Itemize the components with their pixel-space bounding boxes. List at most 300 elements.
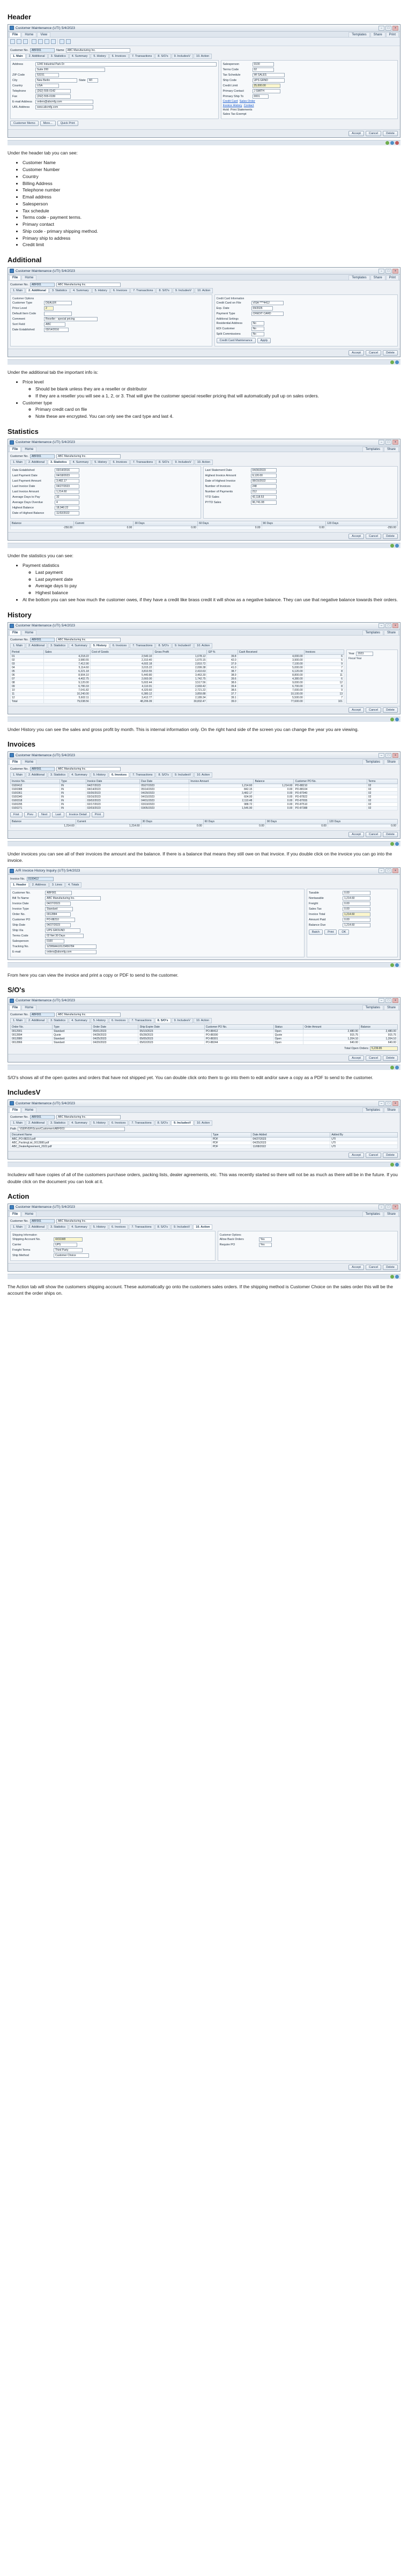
tab-summary[interactable]: 4. Summary	[69, 1120, 90, 1126]
tab-additional[interactable]: 2. Additional	[26, 1224, 47, 1230]
tab-additional[interactable]: 2. Additional	[26, 54, 48, 59]
cell[interactable]: ABC_PO-88210.pdf	[11, 1138, 212, 1141]
tab-invoices[interactable]: 6. Invoices	[109, 772, 129, 778]
customer-no-input[interactable]: ABF001	[30, 1115, 55, 1119]
accept-button[interactable]: Accept	[348, 832, 364, 837]
close-button[interactable]: ×	[392, 623, 398, 628]
maximize-button[interactable]: □	[385, 1101, 391, 1106]
price-level-input[interactable]: 2	[44, 306, 54, 311]
maximize-button[interactable]: □	[385, 623, 391, 628]
tab-sos[interactable]: 8. S/O's	[156, 460, 172, 465]
more-button[interactable]: More...	[40, 121, 56, 126]
tab-invoice-lines[interactable]: 3. Lines	[49, 882, 65, 888]
minimize-button[interactable]: –	[379, 269, 384, 274]
ribbon-tab-home[interactable]: Home	[21, 1108, 36, 1112]
ribbon-tab-file[interactable]: File	[9, 1108, 21, 1112]
cancel-button[interactable]: Cancel	[366, 1056, 381, 1061]
print-button[interactable]: Print	[324, 929, 337, 935]
ok-button[interactable]: OK	[338, 929, 349, 935]
accept-button[interactable]: Accept	[348, 1056, 364, 1061]
search-icon[interactable]	[60, 39, 64, 44]
cell: 02	[367, 788, 397, 792]
tab-includesv[interactable]: 9. IncludesV	[171, 1224, 192, 1230]
cell[interactable]: 0100318	[11, 799, 60, 803]
customer-no-input[interactable]: ABF001	[30, 767, 55, 771]
close-button[interactable]: ×	[392, 753, 398, 758]
tab-action[interactable]: 10. Action	[194, 1120, 212, 1126]
ribbon-tab-templates[interactable]: Templates	[362, 759, 383, 764]
customer-memo-button[interactable]: Customer Memo	[10, 121, 39, 126]
last-button[interactable]: Last	[52, 812, 64, 817]
stat-value-6: 4	[55, 500, 79, 505]
cell[interactable]: 0100361	[11, 792, 60, 795]
customer-name-input[interactable]: ABC Manufacturing Inc.	[56, 1115, 121, 1119]
salesperson-input[interactable]: 0100	[253, 62, 274, 67]
ribbon-tab-share[interactable]: Share	[384, 630, 399, 635]
ship-code-input[interactable]: UPS GRND	[253, 78, 285, 83]
minimize-button[interactable]: –	[379, 868, 384, 873]
ribbon-tab-share[interactable]: Share	[370, 275, 385, 280]
first-button[interactable]: First	[10, 812, 23, 817]
zip-input[interactable]: 53151	[35, 73, 59, 77]
documents-table[interactable]	[10, 1132, 398, 1149]
cell[interactable]: 0100340	[11, 795, 60, 799]
invoice-detail-button[interactable]: Invoice Detail	[66, 812, 90, 817]
customer-no-input[interactable]: ABF001	[30, 1219, 55, 1223]
link-invoice-history[interactable]: Invoice History	[222, 104, 242, 107]
credit-card-maintenance-button[interactable]: Credit Card Maintenance	[217, 338, 256, 343]
new-icon[interactable]	[10, 39, 15, 44]
cell[interactable]: 0012901	[11, 1029, 53, 1033]
tab-main[interactable]: 1. Main	[10, 54, 26, 59]
tab-sos[interactable]: 8. S/O's	[155, 643, 171, 648]
tab-invoice-totals[interactable]: 4. Totals	[65, 882, 81, 888]
tab-sos[interactable]: 8. S/O's	[155, 1224, 170, 1230]
close-button[interactable]: ×	[392, 26, 398, 31]
customer-name-input[interactable]: ABC Manufacturing Inc.	[66, 48, 130, 53]
minimize-button[interactable]: –	[379, 440, 384, 445]
tab-transactions[interactable]: 7. Transactions	[130, 460, 155, 465]
cell[interactable]: 0100295	[11, 803, 60, 807]
cc-on-file-input[interactable]: VISA ****4412	[251, 301, 284, 305]
cell: 4,380.00	[238, 677, 304, 681]
tab-summary[interactable]: 4. Summary	[69, 643, 90, 648]
delete-button[interactable]: Delete	[383, 707, 398, 713]
ribbon-tab-share[interactable]: Share	[370, 32, 385, 37]
delete-button[interactable]: Delete	[383, 131, 398, 136]
accept-button[interactable]: Accept	[348, 707, 364, 713]
ribbon-tab-templates[interactable]: Templates	[362, 1108, 383, 1112]
state-input[interactable]: WI	[87, 78, 98, 83]
cell[interactable]: 0100412	[11, 784, 60, 788]
tab-action[interactable]: 10. Action	[194, 772, 212, 778]
apply-button[interactable]: Apply	[257, 338, 271, 343]
customer-no-input[interactable]: ABF001	[30, 1013, 55, 1017]
invoice-no-input[interactable]: 0100412	[27, 877, 54, 881]
customer-no-row	[10, 48, 398, 53]
checkbox-hold[interactable]: Hold	[222, 108, 229, 112]
cell[interactable]: 0100271	[11, 807, 60, 810]
ribbon-tab-view[interactable]: View	[37, 32, 50, 37]
ribbon-tab-print[interactable]: Print	[386, 275, 399, 280]
maximize-button[interactable]: □	[385, 440, 391, 445]
ribbon-tab-home[interactable]: Home	[21, 1005, 36, 1010]
maximize-button[interactable]: □	[385, 1205, 391, 1209]
cell: PDF	[211, 1145, 251, 1149]
tab-sos[interactable]: 8. S/O's	[156, 288, 172, 293]
cell: 9	[304, 688, 344, 692]
sort-field-input[interactable]: ABC	[44, 322, 65, 327]
ribbon-tab-file[interactable]: File	[9, 447, 21, 452]
tab-statistics[interactable]: 3. Statistics	[48, 1018, 68, 1023]
close-button[interactable]: ×	[392, 1205, 398, 1209]
tab-history[interactable]: 5. History	[91, 54, 108, 59]
tax-schedule-input[interactable]: WI SALES	[253, 73, 285, 77]
customer-name-input[interactable]: ABC Manufacturing Inc.	[56, 638, 121, 642]
tab-includesv[interactable]: 9. IncludesV	[172, 460, 194, 465]
tab-main[interactable]: 1. Main	[10, 1018, 25, 1023]
delete-button[interactable]: Delete	[383, 1056, 398, 1061]
tab-sos[interactable]: 8. S/O's	[155, 772, 171, 778]
cell[interactable]: 0100388	[11, 788, 60, 792]
close-button[interactable]: ×	[392, 440, 398, 445]
quick-print-button[interactable]: Quick Print	[57, 121, 78, 126]
tab-additional[interactable]: 2. Additional	[26, 1120, 47, 1126]
edi-input[interactable]: No	[251, 327, 264, 331]
tab-transactions[interactable]: 7. Transactions	[129, 1224, 154, 1230]
customer-name-input[interactable]: ABC Manufacturing Inc.	[56, 1013, 121, 1017]
cell: 11	[11, 692, 44, 696]
tab-additional[interactable]: 2. Additional	[26, 1018, 47, 1023]
customer-no-input[interactable]: ABF001	[30, 454, 55, 459]
delete-button[interactable]: Delete	[383, 350, 398, 356]
close-button[interactable]: ×	[392, 269, 398, 274]
fax-input[interactable]: (262) 555-0199	[35, 94, 71, 99]
tab-sos[interactable]: 8. S/O's	[155, 1018, 171, 1023]
cell: 4,320.60	[90, 688, 153, 692]
cancel-button[interactable]: Cancel	[366, 832, 381, 837]
tab-summary[interactable]: 4. Summary	[69, 54, 91, 59]
payment-type-input[interactable]: CREDIT CARD	[251, 312, 284, 316]
tab-action[interactable]: 10. Action	[194, 1018, 212, 1023]
primary-contact-input[interactable]: J SMITH	[253, 89, 280, 93]
tab-invoices[interactable]: 6. Invoices	[110, 460, 129, 465]
tab-history[interactable]: 5. History	[92, 460, 109, 465]
prev-icon[interactable]	[38, 39, 43, 44]
tab-statistics[interactable]: 3. Statistics	[48, 643, 68, 648]
path-input[interactable]: \\SERVER\Scans\Customers\ABF001\	[18, 1127, 125, 1131]
default-item-input[interactable]	[44, 312, 72, 316]
customer-name-input[interactable]: ABC Manufacturing Inc.	[56, 767, 121, 771]
ribbon-tab-home[interactable]: Home	[21, 275, 36, 280]
stat-label-0: Date Established	[12, 468, 35, 472]
customer-type-input[interactable]: DEALER	[44, 301, 72, 305]
ship-method-input[interactable]: Customer Choice	[54, 1253, 89, 1258]
sales-orders-table[interactable]	[10, 1024, 398, 1045]
close-button[interactable]: ×	[392, 1101, 398, 1106]
ribbon-tab-share[interactable]: Share	[384, 447, 399, 452]
ribbon-tab-file[interactable]: File	[9, 1212, 21, 1216]
comment-input[interactable]: Reseller - special pricing	[44, 317, 98, 321]
tab-summary[interactable]: 4. Summary	[69, 772, 90, 778]
cell[interactable]: ABC_PackingList_0012880.pdf	[11, 1141, 212, 1145]
ribbon-tab-file[interactable]: File	[9, 32, 21, 37]
tab-additional[interactable]: 2. Additional	[26, 288, 49, 293]
cancel-button[interactable]: Cancel	[366, 131, 381, 136]
address-label-0: Address	[12, 63, 24, 66]
ribbon-tab-templates[interactable]: Templates	[362, 447, 383, 452]
email-input[interactable]: orders@abcmfg.com	[35, 100, 93, 104]
delete-icon[interactable]	[23, 39, 28, 44]
address-input-1[interactable]: Suite 200	[35, 68, 105, 72]
tab-includesv[interactable]: 9. IncludesV	[171, 1120, 194, 1126]
invoice-buttons-row	[309, 929, 396, 935]
cell[interactable]: ABC_DealerAgreement_2022.pdf	[11, 1145, 212, 1149]
first-icon[interactable]	[32, 39, 36, 44]
ribbon-tab-share[interactable]: Share	[384, 1005, 399, 1010]
tab-history[interactable]: 5. History	[91, 1018, 108, 1023]
print-icon[interactable]	[66, 39, 71, 44]
split-commissions-input[interactable]: No	[251, 332, 264, 336]
ribbon-tab-file[interactable]: File	[9, 275, 21, 280]
tab-history[interactable]: 5. History	[92, 288, 110, 293]
tab-statistics[interactable]: 3. Statistics	[48, 1120, 68, 1126]
cell[interactable]: 0012894	[11, 1033, 53, 1037]
delete-button[interactable]: Delete	[383, 832, 398, 837]
cancel-button[interactable]: Cancel	[366, 707, 381, 713]
cancel-button[interactable]: Cancel	[366, 1265, 381, 1270]
tab-statistics[interactable]: 3. Statistics	[49, 288, 70, 293]
ribbon-tab-home[interactable]: Home	[21, 32, 36, 37]
cell[interactable]: 0012880	[11, 1037, 53, 1040]
country-input[interactable]: USA	[35, 84, 59, 88]
status-dot-blue	[395, 1163, 399, 1167]
tab-invoices[interactable]: 6. Invoices	[110, 643, 129, 648]
save-icon[interactable]	[17, 39, 21, 44]
tab-statistics[interactable]: 3. Statistics	[48, 772, 68, 778]
ribbon-tab-home[interactable]: Home	[21, 630, 36, 635]
tab-summary[interactable]: 4. Summary	[69, 1018, 90, 1023]
invt-value-2: 0.00	[343, 902, 370, 906]
table-row	[11, 807, 398, 810]
customer-no-input[interactable]: ABF001	[30, 638, 55, 642]
ribbon-tab-templates[interactable]: Templates	[362, 630, 383, 635]
link-credit-card[interactable]: Credit Card	[222, 100, 238, 103]
delete-button[interactable]: Delete	[383, 1153, 398, 1158]
table-row	[11, 669, 344, 673]
tab-transactions[interactable]: 7. Transactions	[130, 772, 155, 778]
link-contact[interactable]: Contact	[243, 104, 254, 107]
ribbon-tab-templates[interactable]: Templates	[348, 32, 369, 37]
tab-main[interactable]: 1. Main	[10, 1120, 25, 1126]
tab-main[interactable]: 1. Main	[10, 288, 25, 293]
list-item: ◦ Note these are encrypted. You can only see the card type and last 4.	[35, 413, 400, 420]
ribbon-tab-share[interactable]: Share	[384, 759, 399, 764]
terms-code-input[interactable]: 02	[253, 68, 274, 72]
date-established-input[interactable]: 03/14/2016	[44, 328, 69, 332]
credit-limit-input[interactable]: 25,000.00	[253, 84, 280, 88]
cancel-button[interactable]: Cancel	[366, 1153, 381, 1158]
tab-additional[interactable]: 2. Additional	[26, 643, 47, 648]
checkbox-tax-exempt[interactable]: Sales Tax Exempt	[222, 113, 247, 116]
next-button[interactable]: Next	[38, 812, 50, 817]
tab-history[interactable]: 5. History	[91, 643, 109, 648]
minimize-button[interactable]: –	[379, 753, 384, 758]
tab-action[interactable]: 10. Action	[195, 288, 213, 293]
minimize-button[interactable]: –	[379, 623, 384, 628]
carrier-input[interactable]: UPS	[54, 1243, 77, 1247]
address-input-0[interactable]: 1240 Industrial Park Dr	[35, 62, 217, 67]
primary-shipto-input[interactable]: 0001	[253, 94, 269, 99]
ribbon-tab-templates[interactable]: Templates	[362, 1212, 383, 1216]
link-sales-order[interactable]: Sales Order	[239, 100, 255, 103]
minimize-button[interactable]: –	[379, 26, 384, 31]
print-button[interactable]: Print	[92, 812, 104, 817]
accept-button[interactable]: Accept	[348, 1265, 364, 1270]
tab-invoices[interactable]: 6. Invoices	[109, 54, 129, 59]
ribbon-tab-share[interactable]: Share	[384, 1108, 399, 1112]
ribbon-tab-home[interactable]: Home	[21, 1212, 36, 1216]
statusbar-invoices	[8, 841, 400, 846]
table-total-row	[11, 699, 344, 703]
tab-history[interactable]: 5. History	[91, 772, 108, 778]
tab-includesv[interactable]: 9. IncludesV	[172, 1018, 193, 1023]
cancel-button[interactable]: Cancel	[366, 534, 381, 539]
tab-action[interactable]: 10. Action	[195, 460, 213, 465]
close-button[interactable]: ×	[392, 998, 398, 1003]
tab-includesv[interactable]: 9. IncludesV	[172, 54, 193, 59]
cancel-button[interactable]: Cancel	[366, 350, 381, 356]
tab-summary[interactable]: 4. Summary	[69, 1224, 90, 1230]
batch-button[interactable]: Batch	[309, 929, 323, 935]
tab-transactions[interactable]: 7. Transactions	[129, 1120, 154, 1126]
invoices-table[interactable]	[10, 779, 398, 810]
tab-invoice-header[interactable]: 1. Header	[10, 882, 29, 888]
cell: Open	[273, 1029, 303, 1033]
cell: IN	[60, 803, 86, 807]
require-po-input[interactable]: Yes	[259, 1243, 272, 1247]
tab-includesv[interactable]: 9. IncludesV	[173, 288, 194, 293]
maximize-button[interactable]: □	[385, 26, 391, 31]
freight-terms-input[interactable]: Third Party	[54, 1248, 83, 1252]
maximize-button[interactable]: □	[385, 868, 391, 873]
tab-summary[interactable]: 4. Summary	[70, 460, 92, 465]
tab-transactions[interactable]: 7. Transactions	[129, 1018, 154, 1023]
tab-transactions[interactable]: 7. Transactions	[130, 643, 155, 648]
customer-name-input[interactable]: ABC Manufacturing Inc.	[56, 283, 121, 287]
ribbon-tab-file[interactable]: File	[9, 1005, 21, 1010]
ribbon-tab-share[interactable]: Share	[384, 1212, 399, 1216]
accept-button[interactable]: Accept	[348, 1153, 364, 1158]
customer-no-input[interactable]: ABF001	[30, 283, 55, 287]
ribbon-tab-file[interactable]: File	[9, 759, 21, 764]
cc-exp-input[interactable]: 09/2026	[251, 306, 273, 311]
customer-no-label: Customer No.	[10, 1116, 28, 1119]
tab-additional[interactable]: 2. Additional	[26, 772, 47, 778]
tab-action[interactable]: 10. Action	[194, 643, 212, 648]
telephone-input[interactable]: (262) 555-0142	[35, 89, 71, 93]
tab-summary[interactable]: 4. Summary	[70, 288, 92, 293]
accept-button[interactable]: Accept	[348, 534, 364, 539]
tab-history[interactable]: 5. History	[91, 1120, 108, 1126]
cell: Quote	[273, 1033, 303, 1037]
ribbon-tab-file[interactable]: File	[9, 630, 21, 635]
tab-includesv[interactable]: 9. IncludesV	[172, 643, 194, 648]
tab-history[interactable]: 5. History	[91, 1224, 108, 1230]
tab-includesv[interactable]: 9. IncludesV	[172, 772, 194, 778]
tab-sos[interactable]: 8. S/O's	[155, 1120, 170, 1126]
tab-invoices[interactable]: 6. Invoices	[109, 1224, 128, 1230]
residential-input[interactable]: No	[251, 321, 264, 326]
tab-statistics[interactable]: 3. Statistics	[48, 54, 69, 59]
ribbon-tab-print[interactable]: Print	[386, 32, 399, 37]
ship-account-input[interactable]: 4X91W8	[54, 1237, 83, 1242]
close-button[interactable]: ×	[392, 868, 398, 873]
cell[interactable]: 0012866	[11, 1040, 53, 1044]
window-body-additional-tab	[8, 281, 400, 349]
doc-col-0: Document Name	[11, 1133, 212, 1138]
url-input[interactable]: www.abcmfg.com	[35, 105, 93, 109]
tab-main[interactable]: 1. Main	[10, 460, 25, 465]
tab-main[interactable]: 1. Main	[10, 1224, 25, 1230]
accept-button[interactable]: Accept	[348, 131, 364, 136]
accept-button[interactable]: Accept	[348, 350, 364, 356]
tab-invoice-address[interactable]: 2. Address	[29, 882, 49, 888]
tab-main[interactable]: 1. Main	[10, 643, 25, 648]
tab-invoices[interactable]: 6. Invoices	[110, 288, 130, 293]
delete-button[interactable]: Delete	[383, 534, 398, 539]
tab-invoices[interactable]: 6. Invoices	[109, 1120, 128, 1126]
last-icon[interactable]	[51, 39, 56, 44]
minimize-button[interactable]: –	[379, 1205, 384, 1209]
customer-name-input[interactable]: ABC Manufacturing Inc.	[56, 1219, 121, 1223]
year-select[interactable]: 2023	[356, 652, 373, 656]
maximize-button[interactable]: □	[385, 753, 391, 758]
stat-label-7: Highest Balance	[12, 506, 34, 510]
inv-value-0: ABF001	[45, 891, 72, 895]
tab-transactions[interactable]: 7. Transactions	[130, 288, 155, 293]
city-input[interactable]: New Berlin	[35, 78, 77, 83]
customer-name-input[interactable]: ABC Manufacturing Inc.	[56, 454, 121, 459]
ribbon-tab-templates[interactable]: Templates	[362, 1005, 383, 1010]
ribbon-tab-home[interactable]: Home	[21, 759, 36, 764]
ribbon-tab-home[interactable]: Home	[21, 447, 36, 452]
ribbon-tab-templates[interactable]: Templates	[348, 275, 369, 280]
history-table[interactable]	[10, 649, 344, 704]
delete-button[interactable]: Delete	[383, 1265, 398, 1270]
tab-main[interactable]: 1. Main	[10, 772, 25, 778]
prev-button[interactable]: Prev	[24, 812, 36, 817]
allow-backorders-input[interactable]: Yes	[259, 1237, 272, 1242]
maximize-button[interactable]: □	[385, 269, 391, 274]
next-icon[interactable]	[44, 39, 49, 44]
status-dot-blue	[395, 718, 399, 721]
minimize-button[interactable]: –	[379, 998, 384, 1003]
tab-sos[interactable]: 8. S/O's	[155, 54, 170, 59]
checkbox-print-statements[interactable]: Print Statements	[230, 108, 253, 112]
customer-no-input[interactable]: ABF001	[30, 48, 55, 53]
tab-statistics[interactable]: 3. Statistics	[48, 1224, 68, 1230]
tab-additional[interactable]: 2. Additional	[26, 460, 47, 465]
tab-action[interactable]: 10. Action	[193, 1224, 212, 1230]
tab-invoices[interactable]: 6. Invoices	[109, 1018, 128, 1023]
minimize-button[interactable]: –	[379, 1101, 384, 1106]
tab-transactions[interactable]: 7. Transactions	[129, 54, 154, 59]
tab-action[interactable]: 10. Action	[194, 54, 212, 59]
maximize-button[interactable]: □	[385, 998, 391, 1003]
tab-statistics[interactable]: 3. Statistics	[48, 460, 70, 465]
rstat-label-1: Highest Invoice Amount	[205, 474, 236, 477]
